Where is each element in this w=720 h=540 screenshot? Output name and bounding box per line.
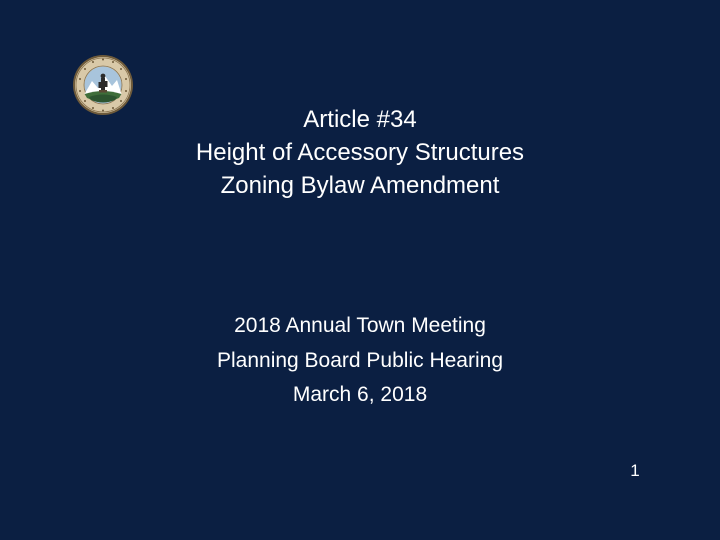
title-line-topic: Height of Accessory Structures bbox=[195, 139, 525, 166]
subtitle-line-hearing: Planning Board Public Hearing bbox=[216, 348, 503, 372]
slide-subtitle bbox=[120, 309, 600, 413]
subtitle-line-date: March 6, 2018 bbox=[292, 383, 428, 406]
slide-number: 1 bbox=[630, 461, 640, 480]
subtitle-line-meeting: 2018 Annual Town Meeting bbox=[234, 314, 486, 337]
slide-title bbox=[120, 103, 600, 202]
title-line-amendment: Zoning Bylaw Amendment bbox=[220, 172, 500, 199]
title-line-article: Article #34 bbox=[303, 106, 417, 133]
